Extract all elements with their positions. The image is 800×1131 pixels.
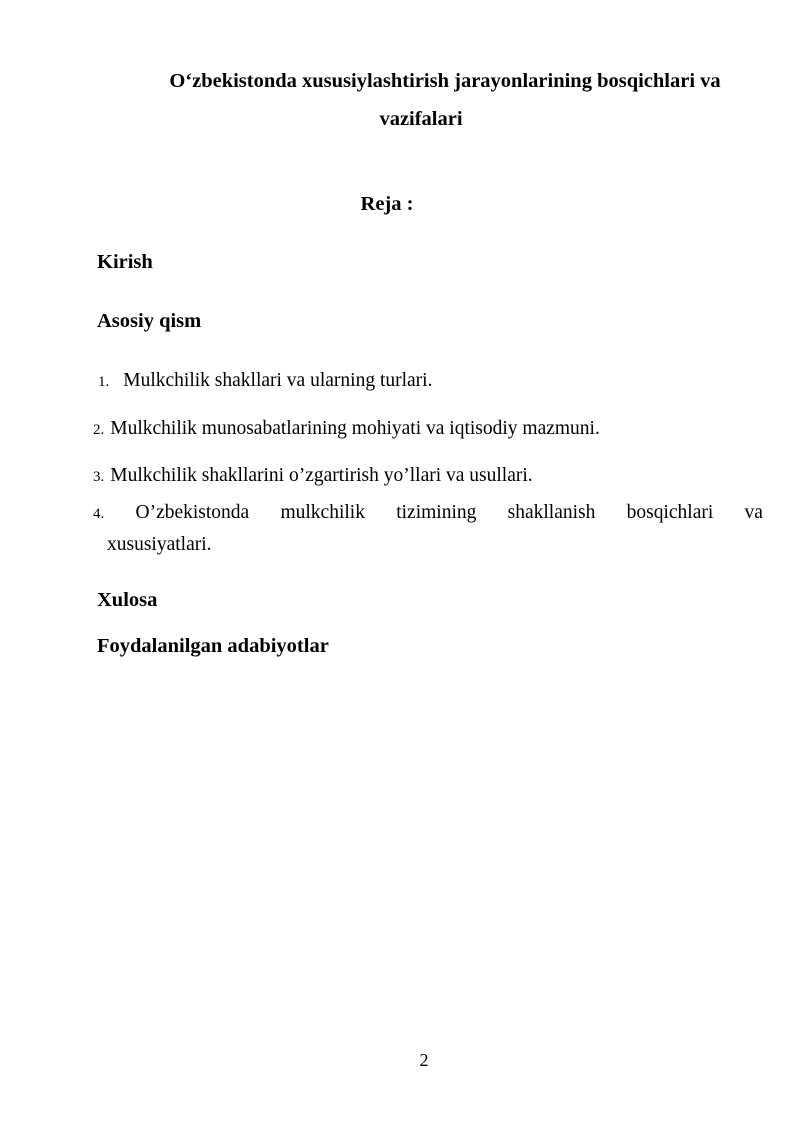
section-conclusion: Xulosa	[97, 589, 158, 611]
list-item-justified-line	[93, 502, 763, 524]
list-item-number: 1.	[98, 374, 110, 390]
plan-heading: Reja :	[360, 193, 414, 215]
list-item-word: shakllanish	[507, 502, 596, 523]
list-item	[93, 502, 763, 556]
list-item	[93, 418, 600, 440]
list-item	[98, 370, 432, 392]
list-item-text: Mulkchilik shakllarini o’zgartirish yo’llari va usullari.	[110, 465, 533, 486]
list-item-word: bosqichlari	[626, 502, 714, 523]
list-item-word: tizimining	[396, 502, 477, 523]
list-item-number: 3.	[93, 469, 105, 485]
list-item-number: 2.	[93, 422, 105, 438]
list-item-text-line-2: xususiyatlari.	[107, 534, 212, 555]
document-title-line-2: vazifalari	[379, 108, 463, 130]
list-item-word: mulkchilik	[280, 502, 365, 523]
section-intro: Kirish	[97, 251, 153, 273]
list-item	[93, 465, 533, 487]
list-item-word: va	[744, 502, 763, 523]
list-item-text: Mulkchilik munosabatlarining mohiyati va iqtisodiy mazmuni.	[110, 418, 600, 439]
document-title-line-1: O‘zbekistonda xususiylashtirish jarayonlarining bosqichlari va	[169, 70, 721, 92]
section-references: Foydalanilgan adabiyotlar	[97, 635, 329, 657]
page-number: 2	[419, 1050, 429, 1070]
list-item-word: O’zbekistonda	[135, 502, 250, 523]
list-item-text: Mulkchilik shakllari va ularning turlari.	[123, 370, 433, 391]
section-main-part: Asosiy qism	[97, 310, 202, 332]
list-item-number: 4.	[93, 506, 105, 522]
